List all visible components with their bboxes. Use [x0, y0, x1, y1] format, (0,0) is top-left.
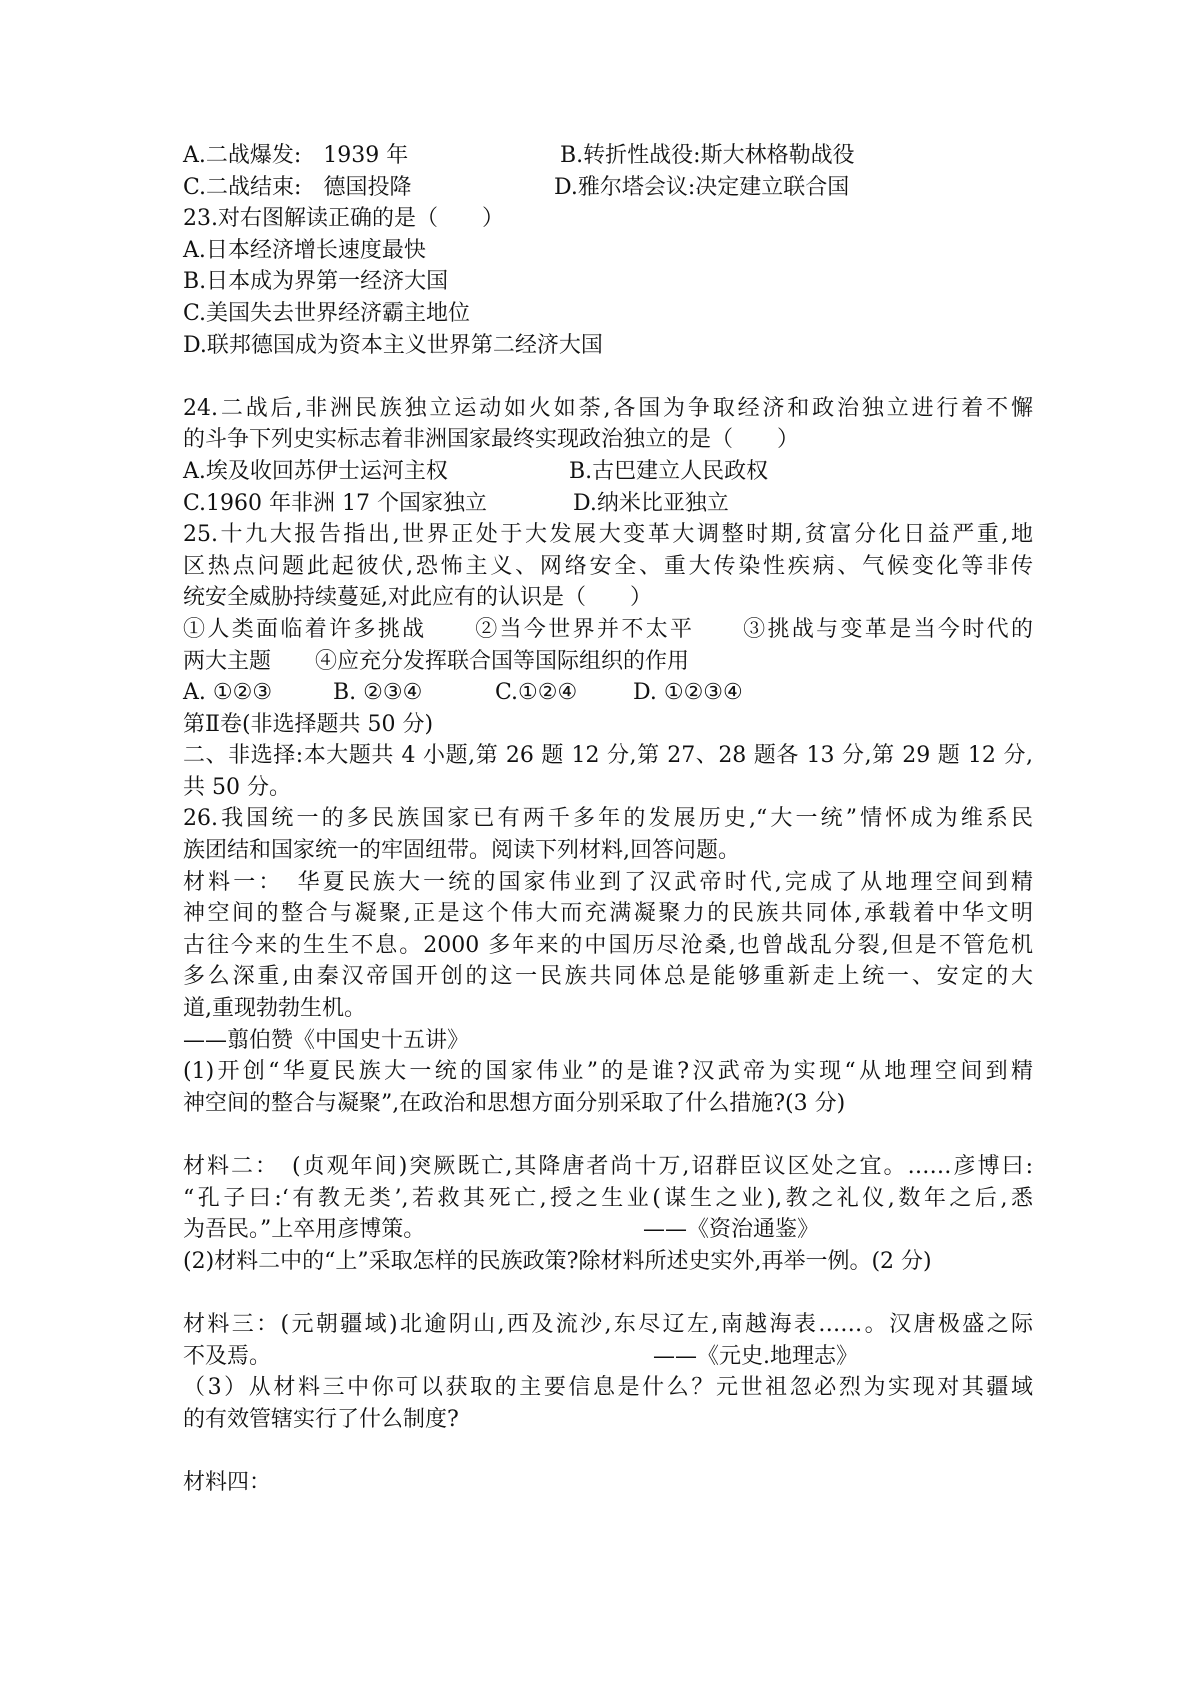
material-2-line-3-row — [183, 1214, 1033, 1246]
material-1-line-1: 材料一： 华夏民族大一统的国家伟业到了汉武帝时代,完成了从地理空间到精 — [183, 869, 1033, 895]
material-1-source: ——翦伯赞《中国史十五讲》 — [183, 1027, 470, 1053]
q23-option-a: A.日本经济增长速度最快 — [183, 237, 426, 263]
q25-option-d: D. ①②③④ — [633, 680, 743, 706]
q25-options-row — [183, 677, 1033, 709]
q25-items-line-1: ①人类面临着许多挑战 ②当今世界并不太平 ③挑战与变革是当今时代的 — [183, 616, 1033, 642]
q23-option-d: D.联邦德国成为资本主义世界第二经济大国 — [183, 332, 603, 358]
material-1-line-3: 古往今来的生生不息。2000 多年来的中国历尽沧桑,也曾战乱分裂,但是不管危机 — [183, 932, 1033, 958]
q25-items-line-2: 两大主题 ④应充分发挥联合国等国际组织的作用 — [183, 648, 690, 674]
q25-option-c: C.①②④ — [495, 680, 578, 706]
material-3-line-1: 材料三：(元朝疆域)北逾阴山,西及流沙,东尽辽左,南越海表……。汉唐极盛之际 — [183, 1311, 1033, 1337]
q23-option-b: B.日本成为界第一经济大国 — [183, 269, 449, 295]
q25-option-b: B. ②③④ — [333, 680, 423, 706]
question-3-line-2: 的有效管辖实行了什么制度? — [183, 1406, 459, 1432]
section-2-intro-line-2: 共 50 分。 — [183, 774, 291, 800]
question-1-line-2: 神空间的整合与凝聚”,在政治和思想方面分别采取了什么措施?(3 分) — [183, 1090, 846, 1116]
spacer — [183, 1119, 1033, 1151]
material-3-line-2-row — [183, 1341, 1033, 1373]
q22-option-d: D.雅尔塔会议:决定建立联合国 — [554, 174, 850, 200]
material-3-line-2: 不及焉。 — [183, 1343, 272, 1369]
q22-row-1 — [183, 140, 1033, 172]
q25-stem-line-2: 区热点问题此起彼伏,恐怖主义、网络安全、重大传染性疾病、气候变化等非传 — [183, 553, 1033, 579]
material-2-line-1: 材料二： (贞观年间)突厥既亡,其降唐者尚十万,诏群臣议区处之宜。……彦博曰: — [183, 1154, 1033, 1179]
material-1-line-4: 多么深重,由秦汉帝国开创的这一民族共同体总是能够重新走上统一、安定的大 — [183, 964, 1033, 990]
q26-stem-line-2: 族团结和国家统一的牢固纽带。阅读下列材料,回答问题。 — [183, 838, 740, 864]
q22-option-a: A.二战爆发: 1939 年 — [183, 143, 409, 168]
question-3-line-1: （3）从材料三中你可以获取的主要信息是什么？元世祖忽必烈为实现对其疆域 — [183, 1375, 1033, 1401]
material-1-line-2: 神空间的整合与凝聚,正是这个伟大而充满凝聚力的民族共同体,承载着中华文明 — [183, 901, 1033, 927]
q26-stem-line-1: 26.我国统一的多民族国家已有两千多年的发展历史,“大一统”情怀成为维系民 — [183, 806, 1033, 832]
q25-option-a: A. ①②③ — [183, 680, 273, 706]
question-2-line-1: (2)材料二中的“上”采取怎样的民族政策?除材料所述史实外,再举一例。(2 分) — [183, 1248, 932, 1274]
q23-stem: 23.对右图解读正确的是（ ） — [183, 206, 504, 232]
material-3-source: ——《元史.地理志》 — [653, 1343, 858, 1369]
material-1-line-5: 道,重现勃勃生机。 — [183, 996, 366, 1022]
material-2-source: ——《资治通鉴》 — [643, 1217, 820, 1243]
q24-stem-line-2: 的斗争下列史实标志着非洲国家最终实现政治独立的是（ ） — [183, 427, 800, 453]
q22-option-b: B.转折性战役:斯大林格勒战役 — [560, 143, 855, 168]
q24-row-2 — [183, 488, 1033, 520]
q24-row-1 — [183, 456, 1033, 488]
material-4-label: 材料四： — [183, 1469, 272, 1495]
q24-option-a: A.埃及收回苏伊士运河主权 — [183, 458, 448, 484]
spacer — [183, 1435, 1033, 1467]
exam-page — [183, 140, 1033, 1499]
q24-option-d: D.纳米比亚独立 — [573, 490, 729, 516]
spacer — [183, 361, 1033, 393]
material-2-line-3: 为吾民。”上卒用彦博策。 — [183, 1217, 426, 1243]
spacer — [183, 1277, 1033, 1309]
q23-option-c: C.美国失去世界经济霸主地位 — [183, 300, 471, 326]
q25-stem-line-3: 统安全威胁持续蔓延,对此应有的认识是（ ） — [183, 585, 652, 611]
q24-option-c: C.1960 年非洲 17 个国家独立 — [183, 490, 488, 516]
question-1-line-1: (1)开创“华夏民族大一统的国家伟业”的是谁?汉武帝为实现“从地理空间到精 — [183, 1059, 1033, 1085]
q22-row-2 — [183, 172, 1033, 204]
material-2-line-2: “孔子曰:‘有教无类’,若救其死亡,授之生业(谋生之业),教之礼仪,数年之后,悉 — [183, 1185, 1033, 1211]
section-2-title: 第Ⅱ卷(非选择题共 50 分) — [183, 711, 434, 737]
q24-stem-line-1: 24.二战后,非洲民族独立运动如火如荼,各国为争取经济和政治独立进行着不懈 — [183, 395, 1033, 421]
q22-option-c: C.二战结束: 德国投降 — [183, 174, 412, 200]
q25-stem-line-1: 25.十九大报告指出,世界正处于大发展大变革大调整时期,贫富分化日益严重,地 — [183, 522, 1033, 548]
section-2-intro-line-1: 二、非选择:本大题共 4 小题,第 26 题 12 分,第 27、28 题各 13 分,第 29 题 12 分, — [183, 743, 1033, 769]
q24-option-b: B.古巴建立人民政权 — [569, 458, 769, 484]
